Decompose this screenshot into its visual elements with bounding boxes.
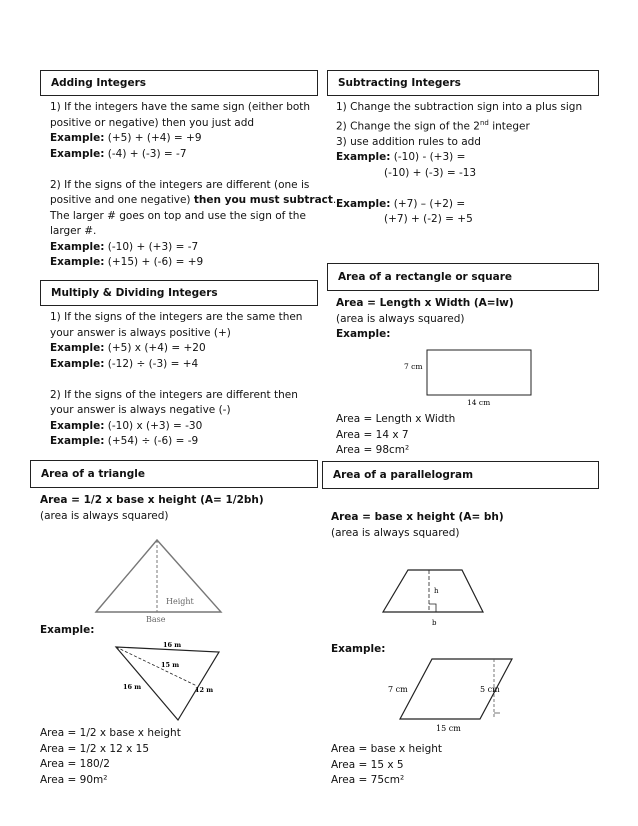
multiply-dividing-header: Multiply & Dividing Integers (40, 280, 318, 306)
example-bottom-label: 15 cm (436, 724, 461, 733)
triangle-area-header: Area of a triangle (30, 460, 318, 488)
example-left-label: 16 m (123, 683, 142, 691)
parallelogram-area-header: Area of a parallelogram (322, 461, 599, 489)
example-right-label: 12 m (195, 686, 214, 694)
triangle-area-formula: Area = 1/2 x base x height (A= 1/2bh) (area is always squared) (40, 494, 264, 522)
multiply-dividing-rules: 1) If the signs of the integers are the same then your answer is always positive (+) Example: (+5) x (+4) = +20 Example: (-12) ÷ (-3) = +4 2) If the signs of the integers are different then your answer is always negative (-) Example: (-10) x (+3) = -30 Example: (+54) ÷ (-6) = -9 (50, 311, 303, 447)
example-top-label: 16 m (163, 641, 182, 649)
rectangle-area-calculation: Area = Length x Width Area = 14 x 7 Area = 98cm² (336, 413, 456, 456)
rectangle-area-formula: Area = Length x Width (A=lw) (area is always squared) Example: (336, 297, 514, 340)
subtracting-integers-header: Subtracting Integers (327, 70, 599, 96)
adding-integers-rules: 1) If the integers have the same sign (either both positive or negative) then you just add Example: (+5) + (+4) = +9 Example: (-4) + (-3) = -7 2) If the signs of the integers are different (one is positive and one negative) then you must subtract. The larger # goes on top and use the sign of the larger #. Example: (-10) + (+3) = -7 Example: (+15) + (-6) = +9 (50, 101, 337, 268)
example-left-label: 7 cm (388, 685, 408, 694)
example-right-label: 5 cm (480, 685, 500, 694)
parallelogram-shape (383, 570, 483, 612)
parallelogram-h-label: h (434, 587, 439, 595)
parallelogram-area-calculation: Area = base x height Area = 15 x 5 Area = 75cm² (331, 743, 443, 786)
triangle-example-label: Example: (40, 624, 95, 636)
rectangle-width-label: 14 cm (467, 398, 491, 407)
example-mid-label: 15 m (161, 661, 180, 669)
parallelogram-b-label: b (432, 619, 437, 627)
triangle-height-label: Height (166, 597, 194, 606)
triangle-area-calculation: Area = 1/2 x base x height Area = 1/2 x 12 x 15 Area = 180/2 Area = 90m² (40, 727, 181, 786)
triangle-base-label: Base (146, 615, 166, 624)
parallelogram-area-formula: Area = base x height (A= bh) (area is always squared) (331, 511, 504, 539)
parallelogram-example-label: Example: (331, 643, 386, 655)
rectangle-height-label: 7 cm (404, 362, 423, 371)
adding-integers-header: Adding Integers (40, 70, 318, 96)
rectangle-area-header: Area of a rectangle or square (327, 263, 599, 291)
subtracting-integers-rules: 1) Change the subtraction sign into a plus sign 2) Change the sign of the 2nd integer 3) use addition rules to add Example: (-10) - (+3) = (-10) + (-3) = -13 Example: (+7) – (+2) = (+7) + (-2) = +5 (336, 101, 583, 225)
parallelogram-right-angle (429, 604, 436, 612)
